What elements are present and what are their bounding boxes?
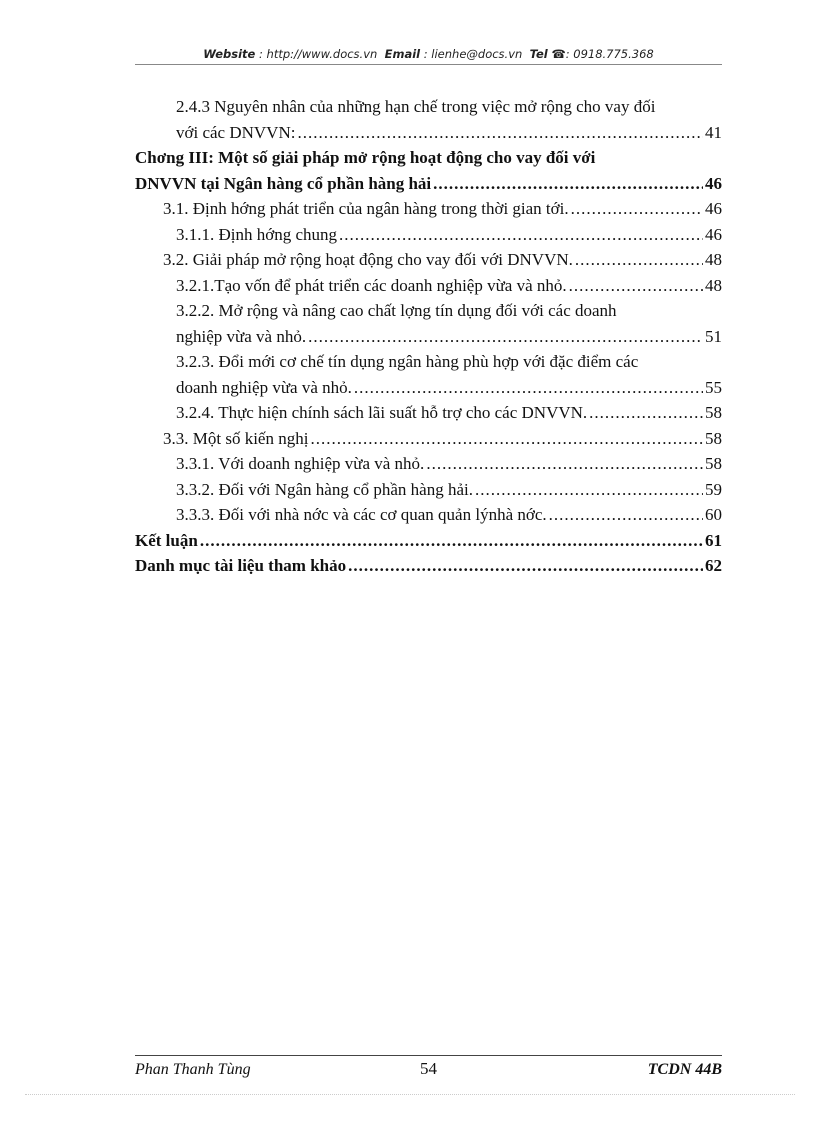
toc-entry-3-2-4 bbox=[135, 400, 722, 426]
toc-entry-3-3-3 bbox=[135, 502, 722, 528]
email-value: : lienhe@docs.vn bbox=[423, 47, 523, 61]
toc-entry-text: DNVVN tại Ngân hàng cổ phần hàng hải bbox=[135, 173, 432, 193]
toc-page-number: 46 bbox=[705, 173, 722, 193]
toc-page-number: 41 bbox=[705, 122, 722, 142]
website-value: : http://www.docs.vn bbox=[259, 47, 378, 61]
toc-entry-3-3-2 bbox=[135, 477, 722, 503]
dot-leader bbox=[575, 247, 703, 273]
table-of-contents bbox=[135, 94, 722, 579]
toc-entry-text: Chơng III: Một số giải pháp mở rộng hoạt động cho vay đối với bbox=[135, 148, 596, 167]
toc-page-number: 58 bbox=[705, 428, 722, 448]
toc-page-number: 51 bbox=[705, 326, 722, 346]
toc-page-number: 58 bbox=[705, 403, 722, 422]
toc-entry-text: 3.2.3. Đổi mới cơ chế tín dụng ngân hàng phù hợp với đặc điểm các bbox=[176, 352, 639, 371]
toc-entry-text: 3.2.1.Tạo vốn để phát triển các doanh nghiệp vừa và nhỏ. bbox=[176, 275, 567, 295]
phone-icon: ☎ bbox=[551, 47, 566, 61]
toc-entry-conclusion bbox=[135, 528, 722, 554]
dot-leader bbox=[200, 528, 703, 554]
toc-entry-text: Kết luận bbox=[135, 530, 198, 550]
toc-entry-3-2-3 bbox=[135, 349, 722, 400]
toc-page-number: 46 bbox=[705, 199, 722, 218]
toc-entry-text: Danh mục tài liệu tham khảo bbox=[135, 556, 347, 575]
toc-entry-text: 2.4.3 Nguyên nhân của những hạn chế trong việc mở rộng cho vay đối bbox=[176, 97, 656, 116]
toc-entry-3-3-1 bbox=[135, 451, 722, 477]
header-divider bbox=[135, 64, 722, 65]
page-header bbox=[135, 47, 722, 61]
website-label: Website bbox=[203, 47, 256, 61]
toc-page-number: 62 bbox=[705, 556, 722, 575]
toc-page-number: 48 bbox=[705, 275, 722, 295]
toc-page-number: 60 bbox=[705, 505, 722, 524]
toc-entry-text: 3.2.2. Mở rộng và nâng cao chất lợng tín dụng đối với các doanh bbox=[176, 301, 617, 320]
toc-page-number: 59 bbox=[705, 479, 722, 499]
dot-leader bbox=[310, 426, 703, 452]
toc-entry-3-1-1 bbox=[135, 222, 722, 248]
toc-entry-text: doanh nghiệp vừa và nhỏ. bbox=[176, 377, 352, 397]
toc-entry-text: 3.1. Định hớng phát triển của ngân hàng trong thời gian tới. bbox=[163, 199, 569, 218]
dot-leader bbox=[571, 196, 703, 222]
dot-leader bbox=[339, 222, 703, 248]
toc-entry-3-2-2 bbox=[135, 298, 722, 349]
dot-leader bbox=[348, 553, 703, 579]
toc-entry-chapter-3 bbox=[135, 145, 722, 196]
toc-entry-3-2-1 bbox=[135, 273, 722, 299]
toc-page-number: 58 bbox=[705, 454, 722, 473]
dot-leader bbox=[297, 120, 703, 146]
toc-entry-text: với các DNVVN: bbox=[176, 122, 296, 142]
toc-entry-3-2 bbox=[135, 247, 722, 273]
dot-leader bbox=[433, 171, 703, 197]
toc-entry-text: 3.3.3. Đối với nhà nớc và các cơ quan quản lýnhà nớc. bbox=[176, 505, 547, 524]
footer-class: TCDN 44B bbox=[647, 1061, 722, 1078]
toc-entry-3-1 bbox=[135, 196, 722, 222]
toc-entry-text: 3.2.4. Thực hiện chính sách lãi suất hỗ trợ cho các DNVVN. bbox=[176, 403, 588, 422]
footer-divider bbox=[135, 1055, 722, 1056]
tel-value: : 0918.775.368 bbox=[565, 47, 654, 61]
toc-entry-text: 3.3.1. Với doanh nghiệp vừa và nhỏ. bbox=[176, 454, 425, 473]
tel-label: Tel bbox=[529, 47, 548, 61]
dot-leader bbox=[426, 451, 703, 477]
dot-leader bbox=[569, 273, 703, 299]
toc-entry-references bbox=[135, 553, 722, 579]
toc-entry-3-3 bbox=[135, 426, 722, 452]
toc-page-number: 48 bbox=[705, 250, 722, 269]
dot-leader bbox=[354, 375, 703, 401]
toc-entry-text: nghiệp vừa và nhỏ. bbox=[176, 326, 307, 346]
footer-page-number: 54 bbox=[420, 1059, 437, 1078]
toc-entry-text: 3.3.2. Đối với Ngân hàng cổ phần hàng hải. bbox=[176, 479, 473, 499]
dot-leader bbox=[549, 502, 703, 528]
toc-page-number: 46 bbox=[705, 224, 722, 244]
toc-entry-text: 3.2. Giải pháp mở rộng hoạt động cho vay đối với DNVVN. bbox=[163, 250, 573, 269]
toc-entry-text: 3.3. Một số kiến nghị bbox=[163, 428, 309, 448]
email-label: Email bbox=[384, 47, 421, 61]
toc-page-number: 61 bbox=[705, 530, 722, 550]
dot-leader bbox=[475, 477, 703, 503]
footer-author: Phan Thanh Tùng bbox=[135, 1061, 251, 1078]
toc-entry-text: 3.1.1. Định hớng chung bbox=[176, 224, 338, 244]
page-footer bbox=[135, 1059, 722, 1083]
dot-leader bbox=[589, 400, 703, 426]
toc-entry-2-4-3 bbox=[135, 94, 722, 145]
dot-leader bbox=[308, 324, 703, 350]
toc-page-number: 55 bbox=[705, 377, 722, 397]
page-bottom-border bbox=[25, 1094, 795, 1095]
